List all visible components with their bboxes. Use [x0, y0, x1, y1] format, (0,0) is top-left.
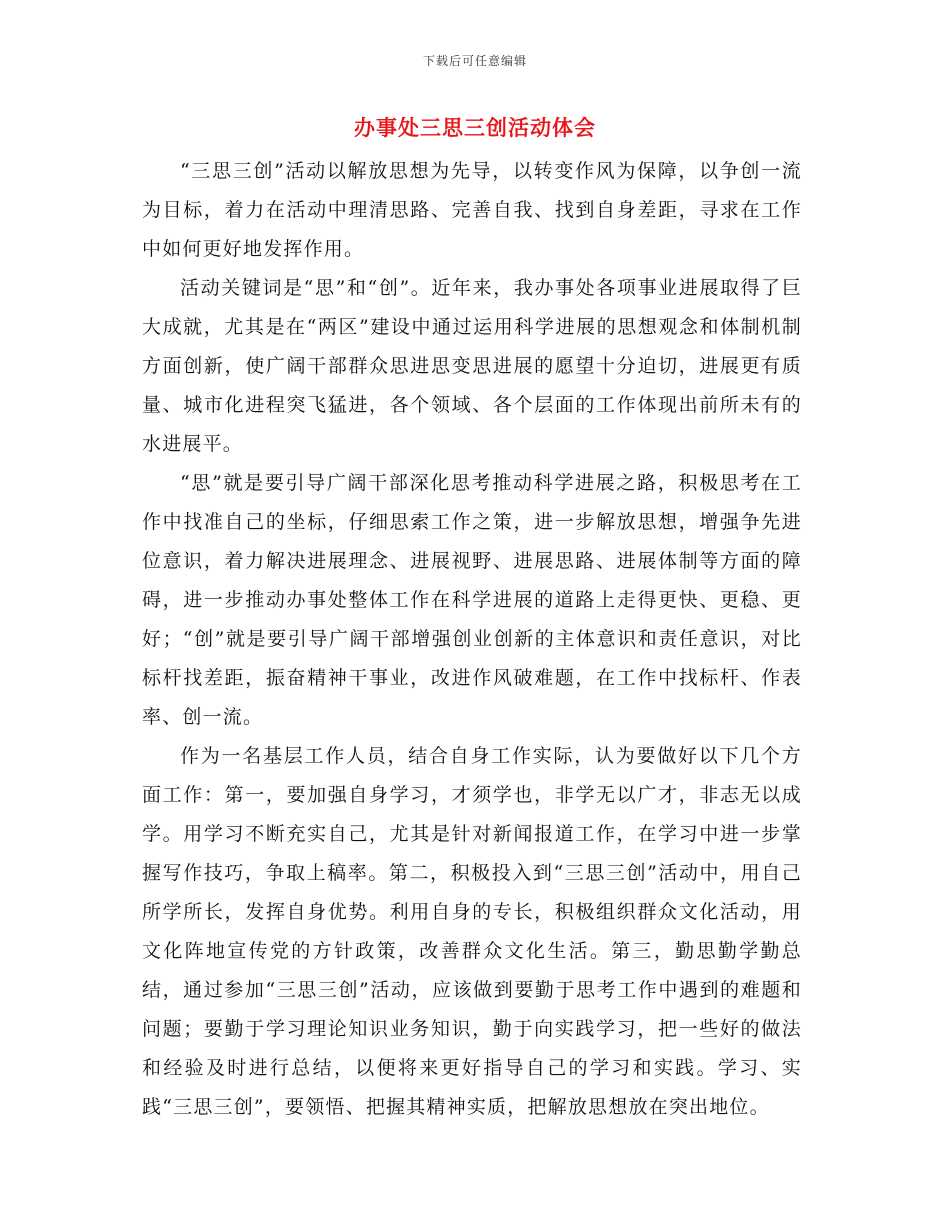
document-body [142, 152, 802, 1127]
paragraph-2: 活动关键词是“思”和“创”。近年来，我办事处各项事业进展取得了巨大成就，尤其是在“两区”建设中通过运用科学进展的思想观念和体制机制方面创新，使广阔干部群众思进思变思进展的愿望十分迫切，进展更有质量、城市化进程突飞猛进，各个领域、各个层面的工作体现出前所未有的水进展平。 [142, 277, 802, 455]
document-title: 办事处三思三创活动体会 [354, 115, 596, 140]
header-note: 下载后可任意编辑 [422, 54, 527, 68]
paragraph-4: 作为一名基层工作人员，结合自身工作实际，认为要做好以下几个方面工作：第一，要加强自身学习，才须学也，非学无以广才，非志无以成学。用学习不断充实自己，尤其是针对新闻报道工作，在学习中进一步掌握写作技巧，争取上稿率。第二，积极投入到“三思三创”活动中，用自己所学所长，发挥自身优势。利用自身的专长，积极组织群众文化活动，用文化阵地宣传党的方针政策，改善群众文化生活。第三，勤思勤学勤总结，通过参加“三思三创”活动，应该做到要勤于思考工作中遇到的难题和问题；要勤于学习理论知识业务知识，勤于向实践学习，把一些好的做法和经验及时进行总结，以便将来更好指导自己的学习和实践。学习、实践“三思三创”，要领悟、把握其精神实质，把解放思想放在突出地位。 [142, 745, 802, 1118]
paragraph-1: “三思三创”活动以解放思想为先导，以转变作风为保障，以争创一流为目标，着力在活动中理清思路、完善自我、找到自身差距，寻求在工作中如何更好地发挥作用。 [142, 160, 802, 260]
paragraph-3: “思”就是要引导广阔干部深化思考推动科学进展之路，积极思考在工作中找准自己的坐标，仔细思索工作之策，进一步解放思想，增强争先进位意识，着力解决进展理念、进展视野、进展思路、进展体制等方面的障碍，进一步推动办事处整体工作在科学进展的道路上走得更快、更稳、更好；“创”就是要引导广阔干部增强创业创新的主体意识和责任意识，对比标杆找差距，振奋精神干事业，改进作风破难题，在工作中找标杆、作表率、创一流。 [142, 472, 802, 728]
